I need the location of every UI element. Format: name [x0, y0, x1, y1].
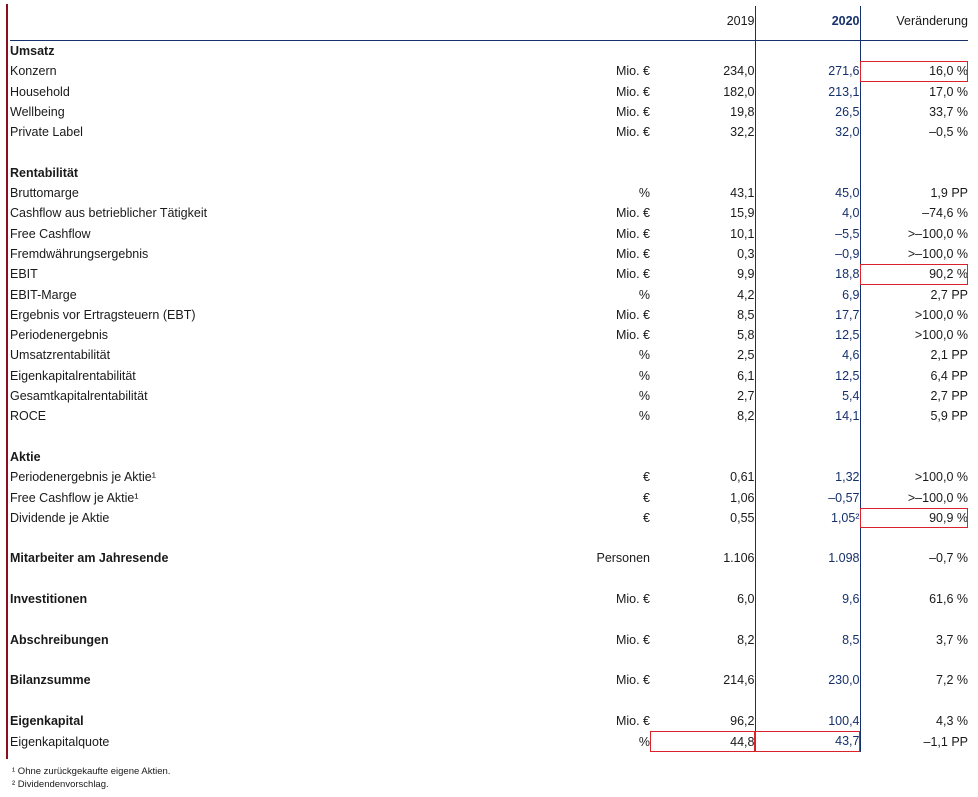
- row-value-change: [860, 41, 968, 62]
- row-label: Free Cashflow: [10, 226, 91, 241]
- row-label: EBIT-Marge: [10, 287, 77, 302]
- row-value-2019: 15,9: [730, 206, 755, 221]
- table-row: [10, 102, 968, 122]
- row-value-2020: 8,5: [755, 630, 860, 650]
- header-label: [10, 6, 555, 40]
- row-value-change: >100,0 %: [914, 328, 968, 343]
- row-value-2020: 271,6: [755, 61, 860, 81]
- row-unit: Mio. €: [615, 84, 650, 99]
- row-value-2019: 6,0: [737, 592, 755, 607]
- row-unit: Mio. €: [615, 267, 650, 282]
- row-unit: Mio. €: [615, 713, 650, 728]
- row-value-2019: 5,8: [737, 328, 755, 343]
- row-value-change: 2,1 PP: [930, 348, 968, 363]
- row-value-2020: [755, 447, 860, 467]
- row-value-2019: 8,2: [737, 409, 755, 424]
- table-spacer-row: [10, 142, 968, 162]
- row-label: Eigenkapitalquote: [10, 734, 110, 749]
- row-value-change: –0,5 %: [929, 125, 968, 140]
- row-value-2019: 2,7: [737, 389, 755, 404]
- row-unit: Personen: [596, 551, 650, 566]
- table-row: [10, 711, 968, 731]
- row-label: Gesamtkapitalrentabilität: [10, 389, 148, 404]
- table-row: [10, 406, 968, 426]
- table-row: [10, 345, 968, 365]
- header-change: Veränderung: [896, 14, 968, 28]
- row-value-2020: –0,57: [755, 488, 860, 508]
- row-value-change: 5,9 PP: [930, 409, 968, 424]
- row-label: Umsatz: [10, 44, 55, 58]
- table-row: [10, 41, 968, 62]
- row-value-2020: 1.098: [755, 548, 860, 568]
- row-value-2019: 0,61: [730, 470, 755, 485]
- table-row: [10, 224, 968, 244]
- row-value-change: 33,7 %: [929, 104, 968, 119]
- row-value-2020: 100,4: [755, 711, 860, 731]
- header-year-cur: 2020: [755, 6, 860, 40]
- footnotes: [12, 765, 170, 791]
- row-value-2020: 32,0: [755, 122, 860, 142]
- row-value-change: 6,4 PP: [930, 368, 968, 383]
- table-row: [10, 366, 968, 386]
- row-value-2020: 213,1: [755, 82, 860, 102]
- row-label: Eigenkapitalrentabilität: [10, 368, 136, 383]
- table-row: [10, 163, 968, 183]
- table-spacer-row: [10, 569, 968, 589]
- row-value-2020: 43,7: [755, 731, 860, 752]
- row-label: Periodenergebnis je Aktie¹: [10, 470, 156, 485]
- row-unit: [555, 163, 650, 183]
- row-unit: Mio. €: [615, 206, 650, 221]
- row-value-2019: [650, 447, 755, 467]
- row-value-change: >–100,0 %: [907, 246, 968, 261]
- table-row: [10, 82, 968, 102]
- row-value-change: 1,9 PP: [930, 186, 968, 201]
- row-value-2020: 12,5: [755, 366, 860, 386]
- row-value-2019: 44,8: [650, 731, 755, 752]
- row-unit: %: [638, 287, 650, 302]
- table-spacer-row: [10, 427, 968, 447]
- row-unit: %: [638, 409, 650, 424]
- row-unit: Mio. €: [615, 246, 650, 261]
- row-unit: €: [643, 510, 650, 525]
- row-value-change: 7,2 %: [936, 673, 968, 688]
- row-unit: Mio. €: [615, 307, 650, 322]
- row-label: Investitionen: [10, 592, 88, 607]
- table-row: [10, 670, 968, 690]
- table-row: [10, 548, 968, 568]
- table-header-row: [10, 6, 968, 40]
- row-label: Aktie: [10, 449, 41, 464]
- row-label: Mitarbeiter am Jahresende: [10, 551, 169, 566]
- row-value-2019: 8,2: [737, 632, 755, 647]
- kpi-table-body: [10, 6, 968, 752]
- row-value-2020: 4,6: [755, 345, 860, 365]
- row-unit: [555, 41, 650, 62]
- row-value-2019: 1,06: [730, 490, 755, 505]
- row-unit: [555, 447, 650, 467]
- row-value-change: –74,6 %: [922, 206, 968, 221]
- table-row: [10, 305, 968, 325]
- footnote-1: ¹ Ohne zurückgekaufte eigene Aktien.: [12, 766, 171, 777]
- row-label: Bilanzsumme: [10, 673, 91, 688]
- row-unit: Mio. €: [615, 328, 650, 343]
- row-value-2019: [650, 41, 755, 62]
- row-label: Rentabilität: [10, 165, 79, 180]
- row-unit: %: [638, 368, 650, 383]
- table-spacer-row: [10, 609, 968, 629]
- row-label: Dividende je Aktie: [10, 510, 110, 525]
- row-value-change: >100,0 %: [914, 470, 968, 485]
- row-value-2020: 6,9: [755, 285, 860, 305]
- table-spacer-row: [10, 528, 968, 548]
- row-label: Umsatzrentabilität: [10, 348, 111, 363]
- row-label: Abschreibungen: [10, 632, 109, 647]
- row-unit: Mio. €: [615, 226, 650, 241]
- row-value-2019: 6,1: [737, 368, 755, 383]
- table-row: [10, 731, 968, 752]
- row-value-2019: 0,3: [737, 246, 755, 261]
- row-value-2019: 9,9: [737, 267, 755, 282]
- table-row: [10, 467, 968, 487]
- row-unit: Mio. €: [615, 104, 650, 119]
- row-value-2020: 26,5: [755, 102, 860, 122]
- row-label: Ergebnis vor Ertragsteuern (EBT): [10, 307, 196, 322]
- table-spacer-row: [10, 691, 968, 711]
- row-value-2019: 4,2: [737, 287, 755, 302]
- row-value-change: [860, 447, 968, 467]
- row-value-change: –0,7 %: [929, 551, 968, 566]
- row-unit: Mio. €: [615, 592, 650, 607]
- table-row: [10, 61, 968, 81]
- row-value-2020: 1,32: [755, 467, 860, 487]
- row-unit: %: [638, 389, 650, 404]
- row-unit: %: [638, 186, 650, 201]
- row-label: ROCE: [10, 409, 47, 424]
- row-value-2019: 8,5: [737, 307, 755, 322]
- row-label: Eigenkapital: [10, 713, 84, 728]
- row-value-2020: 12,5: [755, 325, 860, 345]
- table-row: [10, 264, 968, 284]
- row-value-change: 90,9 %: [860, 508, 968, 528]
- row-label: Free Cashflow je Aktie¹: [10, 490, 139, 505]
- row-unit: Mio. €: [615, 632, 650, 647]
- row-label: Periodenergebnis: [10, 328, 108, 343]
- row-value-change: 4,3 %: [936, 713, 968, 728]
- row-value-2020: 14,1: [755, 406, 860, 426]
- row-value-2019: [650, 163, 755, 183]
- row-value-2019: 234,0: [723, 64, 755, 79]
- row-value-2020: 45,0: [755, 183, 860, 203]
- row-value-change: 17,0 %: [929, 84, 968, 99]
- row-label: Fremdwährungsergebnis: [10, 246, 149, 261]
- row-value-2020: [755, 41, 860, 62]
- table-row: [10, 630, 968, 650]
- row-unit: Mio. €: [615, 125, 650, 140]
- row-value-2019: 32,2: [730, 125, 755, 140]
- table-row: [10, 183, 968, 203]
- row-value-2020: 18,8: [755, 264, 860, 284]
- row-value-change: 16,0 %: [860, 61, 968, 81]
- row-value-2019: 10,1: [730, 226, 755, 241]
- row-value-2020: 5,4: [755, 386, 860, 406]
- header-year-prev: 2019: [726, 14, 755, 28]
- row-unit: Mio. €: [615, 673, 650, 688]
- row-value-change: 3,7 %: [936, 632, 968, 647]
- table-row: [10, 589, 968, 609]
- table-row: [10, 244, 968, 264]
- row-label: Konzern: [10, 64, 57, 79]
- row-value-2020: [755, 163, 860, 183]
- table-row: [10, 285, 968, 305]
- row-value-2019: 182,0: [723, 84, 755, 99]
- row-value-change: –1,1 PP: [923, 734, 968, 749]
- footnote-2: ² Dividendenvorschlag.: [12, 779, 109, 790]
- row-unit: %: [638, 734, 650, 749]
- row-value-2019: 43,1: [730, 186, 755, 201]
- row-value-change: >–100,0 %: [907, 226, 968, 241]
- row-value-change: 61,6 %: [929, 592, 968, 607]
- table-spacer-row: [10, 650, 968, 670]
- table-row: [10, 488, 968, 508]
- row-value-change: [860, 163, 968, 183]
- row-label: Private Label: [10, 125, 83, 140]
- table-row: [10, 203, 968, 223]
- row-value-2020: 9,6: [755, 589, 860, 609]
- row-value-change: 2,7 PP: [930, 287, 968, 302]
- row-value-2020: 1,05²: [755, 508, 860, 528]
- table-row: [10, 325, 968, 345]
- row-unit: %: [638, 348, 650, 363]
- row-value-2019: 214,6: [723, 673, 755, 688]
- row-label: EBIT: [10, 267, 38, 282]
- row-value-change: 90,2 %: [860, 264, 968, 284]
- row-unit: Mio. €: [615, 64, 650, 79]
- row-value-2019: 0,55: [730, 510, 755, 525]
- row-unit: €: [643, 490, 650, 505]
- row-value-2019: 1.106: [723, 551, 755, 566]
- row-label: Wellbeing: [10, 104, 65, 119]
- row-value-change: >–100,0 %: [907, 490, 968, 505]
- table-row: [10, 447, 968, 467]
- table-row: [10, 122, 968, 142]
- table-row: [10, 386, 968, 406]
- row-value-2019: 19,8: [730, 104, 755, 119]
- row-value-2020: 230,0: [755, 670, 860, 690]
- row-value-2020: 17,7: [755, 305, 860, 325]
- row-value-2020: –5,5: [755, 224, 860, 244]
- row-label: Cashflow aus betrieblicher Tätigkeit: [10, 206, 208, 221]
- row-value-2020: –0,9: [755, 244, 860, 264]
- row-value-2020: 4,0: [755, 203, 860, 223]
- row-value-2019: 2,5: [737, 348, 755, 363]
- row-unit: €: [643, 470, 650, 485]
- row-value-change: 2,7 PP: [930, 389, 968, 404]
- row-value-2019: 96,2: [730, 713, 755, 728]
- table-row: [10, 508, 968, 528]
- row-label: Household: [10, 84, 70, 99]
- left-accent-rule: [6, 4, 8, 759]
- kpi-table: [10, 6, 968, 752]
- row-value-change: >100,0 %: [914, 307, 968, 322]
- row-label: Bruttomarge: [10, 186, 79, 201]
- header-unit: [555, 6, 650, 40]
